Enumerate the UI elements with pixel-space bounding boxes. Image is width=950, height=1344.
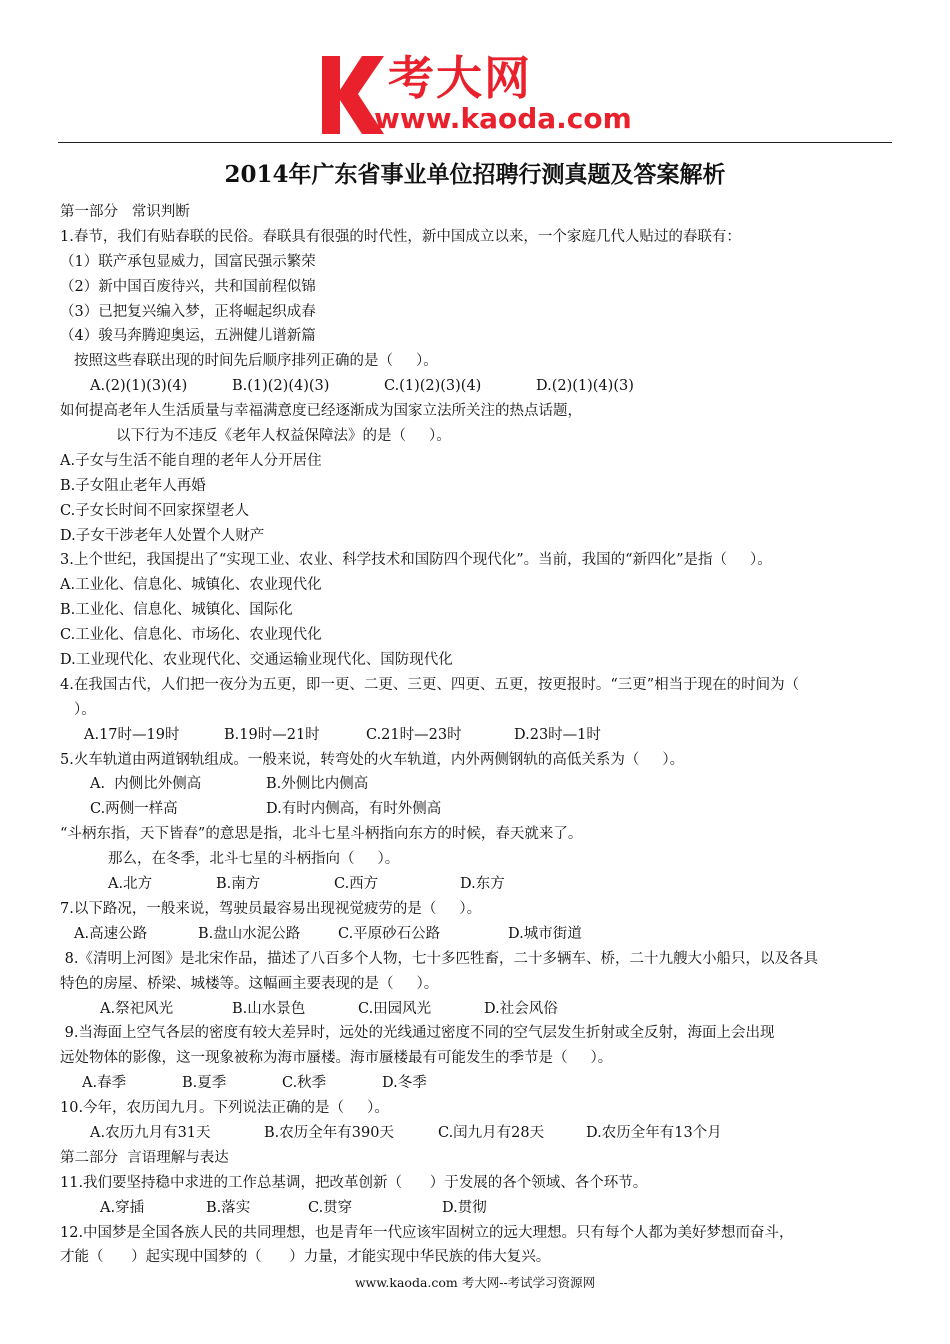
option: D.冬季 [382, 1075, 427, 1092]
option: C.(1)(2)(3)(4) [384, 378, 482, 395]
option: D.农历全年有13个月 [586, 1124, 722, 1141]
q9-stem-cont: 远处物体的影像，这一现象被称为海市蜃楼。海市蜃楼最有可能发生的季节是（ ）。 [60, 1050, 613, 1067]
q1-stem: 1.春节，我们有贴春联的民俗。春联具有很强的时代性，新中国成立以来，一个家庭几代人贴过的春联有： [60, 228, 741, 245]
option: A.农历九月有31天 [90, 1124, 211, 1141]
q2-option: A.子女与生活不能自理的老年人分开居住 [60, 452, 322, 469]
option: C.田园风光 [358, 1000, 432, 1017]
q12-stem-cont: 才能（ ）起实现中国梦的（ ）力量，才能实现中华民族的伟大复兴。 [60, 1249, 551, 1266]
q10-options [60, 1121, 896, 1146]
option: B.农历全年有390天 [264, 1124, 394, 1141]
q3-option: C.工业化、信息化、市场化、农业现代化 [60, 627, 322, 644]
option: D.23时—1时 [514, 726, 601, 743]
q1-options [60, 374, 896, 399]
kaoda-logo [318, 50, 638, 136]
option: C.西方 [334, 876, 379, 893]
header-divider [58, 142, 892, 143]
option: A.17时—19时 [84, 726, 180, 743]
option: A.高速公路 [74, 925, 148, 942]
option: C.平原砂石公路 [338, 925, 441, 942]
logo-url: www.kaoda.com [374, 102, 632, 135]
option: C.21时—23时 [366, 726, 462, 743]
q4-stem: 4.在我国古代，人们把一夜分为五更，即一更、二更、三更、四更、五更，按更报时。“三更”相当于现在的时间为（ [60, 676, 800, 693]
part2-heading: 第二部分 言语理解与表达 [60, 1149, 229, 1166]
q5-options-row1 [60, 772, 896, 797]
option: D.东方 [460, 876, 505, 893]
option: A.春季 [82, 1075, 127, 1092]
option: A.北方 [108, 876, 153, 893]
q1-question: 按照这些春联出现的时间先后顺序排列正确的是（ ）。 [74, 353, 438, 370]
q1-item-4: （4）骏马奔腾迎奥运，五洲健儿谱新篇 [60, 328, 316, 345]
option: B.盘山水泥公路 [198, 925, 301, 942]
q8-stem-cont: 特色的房屋、桥梁、城楼等。这幅画主要表现的是（ ）。 [60, 975, 439, 992]
q9-options [60, 1071, 896, 1096]
part1-heading: 第一部分 常识判断 [60, 204, 190, 220]
q10-stem: 10.今年，农历闰九月。下列说法正确的是（ ）。 [60, 1100, 389, 1117]
option: B.南方 [216, 876, 261, 893]
option: D.贯彻 [442, 1199, 487, 1216]
q2-option: B.子女阻止老年人再婚 [60, 477, 206, 494]
q5-options-row2 [60, 797, 896, 822]
option: C.秋季 [282, 1075, 327, 1092]
q2-stem: 如何提高老年人生活质量与幸福满意度已经逐渐成为国家立法所关注的热点话题， [60, 403, 582, 420]
option: D.有时内侧高，有时外侧高 [266, 801, 442, 818]
q4-stem-end: ）。 [74, 701, 96, 718]
q2-option: D.子女干涉老年人处置个人财产 [60, 527, 265, 544]
option: A. 内侧比外侧高 [90, 776, 202, 793]
option: B.夏季 [182, 1075, 227, 1092]
q11-stem: 11.我们要坚持稳中求进的工作总基调，把改革创新（ ）于发展的各个领域、各个环节。 [60, 1174, 648, 1191]
q3-stem: 3.上个世纪，我国提出了“实现工业、农业、科学技术和国防四个现代化”。当前，我国的“新四化”是指（ ）。 [60, 552, 772, 569]
q12-stem: 12.中国梦是全国各族人民的共同理想，也是青年一代应该牢固树立的远大理想。只有每个人都为美好梦想而奋斗， [60, 1224, 794, 1241]
option: C.闰九月有28天 [438, 1124, 545, 1141]
q2-question: 以下行为不违反《老年人权益保障法》的是（ ）。 [116, 428, 451, 445]
option: A.(2)(1)(3)(4) [90, 378, 188, 395]
q9-stem: 9.当海面上空气各层的密度有较大差异时，远处的光线通过密度不同的空气层发生折射或全反射，海面上会出现 [60, 1025, 775, 1042]
q8-options [60, 997, 896, 1022]
option: C.贯穿 [308, 1199, 353, 1216]
q3-option: A.工业化、信息化、城镇化、农业现代化 [60, 577, 322, 594]
q7-stem: 7.以下路况，一般来说，驾驶员最容易出现视觉疲劳的是（ ）。 [60, 900, 482, 917]
option: D.(2)(1)(4)(3) [536, 378, 634, 395]
option: B.19时—21时 [224, 726, 320, 743]
q6-stem: “斗柄东指，天下皆春”的意思是指，北斗七星斗柄指向东方的时候，春天就来了。 [60, 826, 583, 843]
q1-item-1: （1）联产承包显威力，国富民强示繁荣 [60, 253, 316, 270]
option: B.(1)(2)(4)(3) [232, 378, 330, 395]
q3-option: B.工业化、信息化、城镇化、国际化 [60, 602, 293, 619]
option: B.落实 [206, 1199, 251, 1216]
q2-option: C.子女长时间不回家探望老人 [60, 502, 250, 519]
q1-item-3: （3）已把复兴编入梦，正将崛起织成春 [60, 303, 316, 320]
page-footer: www.kaoda.com 考大网--考试学习资源网 [354, 1275, 596, 1290]
q1-item-2: （2）新中国百废待兴，共和国前程似锦 [60, 278, 316, 295]
q8-stem: 8.《清明上河图》是北宋作品，描述了八百多个人物，七十多匹牲畜，二十多辆车、桥，二十九艘大小船只，以及各具 [60, 950, 818, 967]
document-title: 2014年广东省事业单位招聘行测真题及答案解析 [224, 161, 726, 188]
option: C.两侧一样高 [90, 801, 178, 818]
logo-title: 考大网 [388, 51, 532, 105]
option: B.山水景色 [232, 1000, 306, 1017]
option: D.社会风俗 [484, 1000, 558, 1017]
document-body [60, 200, 896, 1270]
q6-question: 那么，在冬季，北斗七星的斗柄指向（ ）。 [108, 851, 400, 868]
q5-stem: 5.火车轨道由两道钢轨组成。一般来说，转弯处的火车轨道，内外两侧钢轨的高低关系为（ ）。 [60, 751, 685, 768]
option: B.外侧比内侧高 [266, 776, 369, 793]
option: A.穿插 [100, 1199, 145, 1216]
option: D.城市街道 [508, 925, 582, 942]
q11-options [60, 1196, 896, 1221]
option: A.祭祀风光 [100, 1000, 174, 1017]
q4-options [60, 723, 896, 748]
q3-option: D.工业现代化、农业现代化、交通运输业现代化、国防现代化 [60, 652, 453, 669]
q6-options [60, 872, 896, 897]
q7-options [60, 922, 896, 947]
